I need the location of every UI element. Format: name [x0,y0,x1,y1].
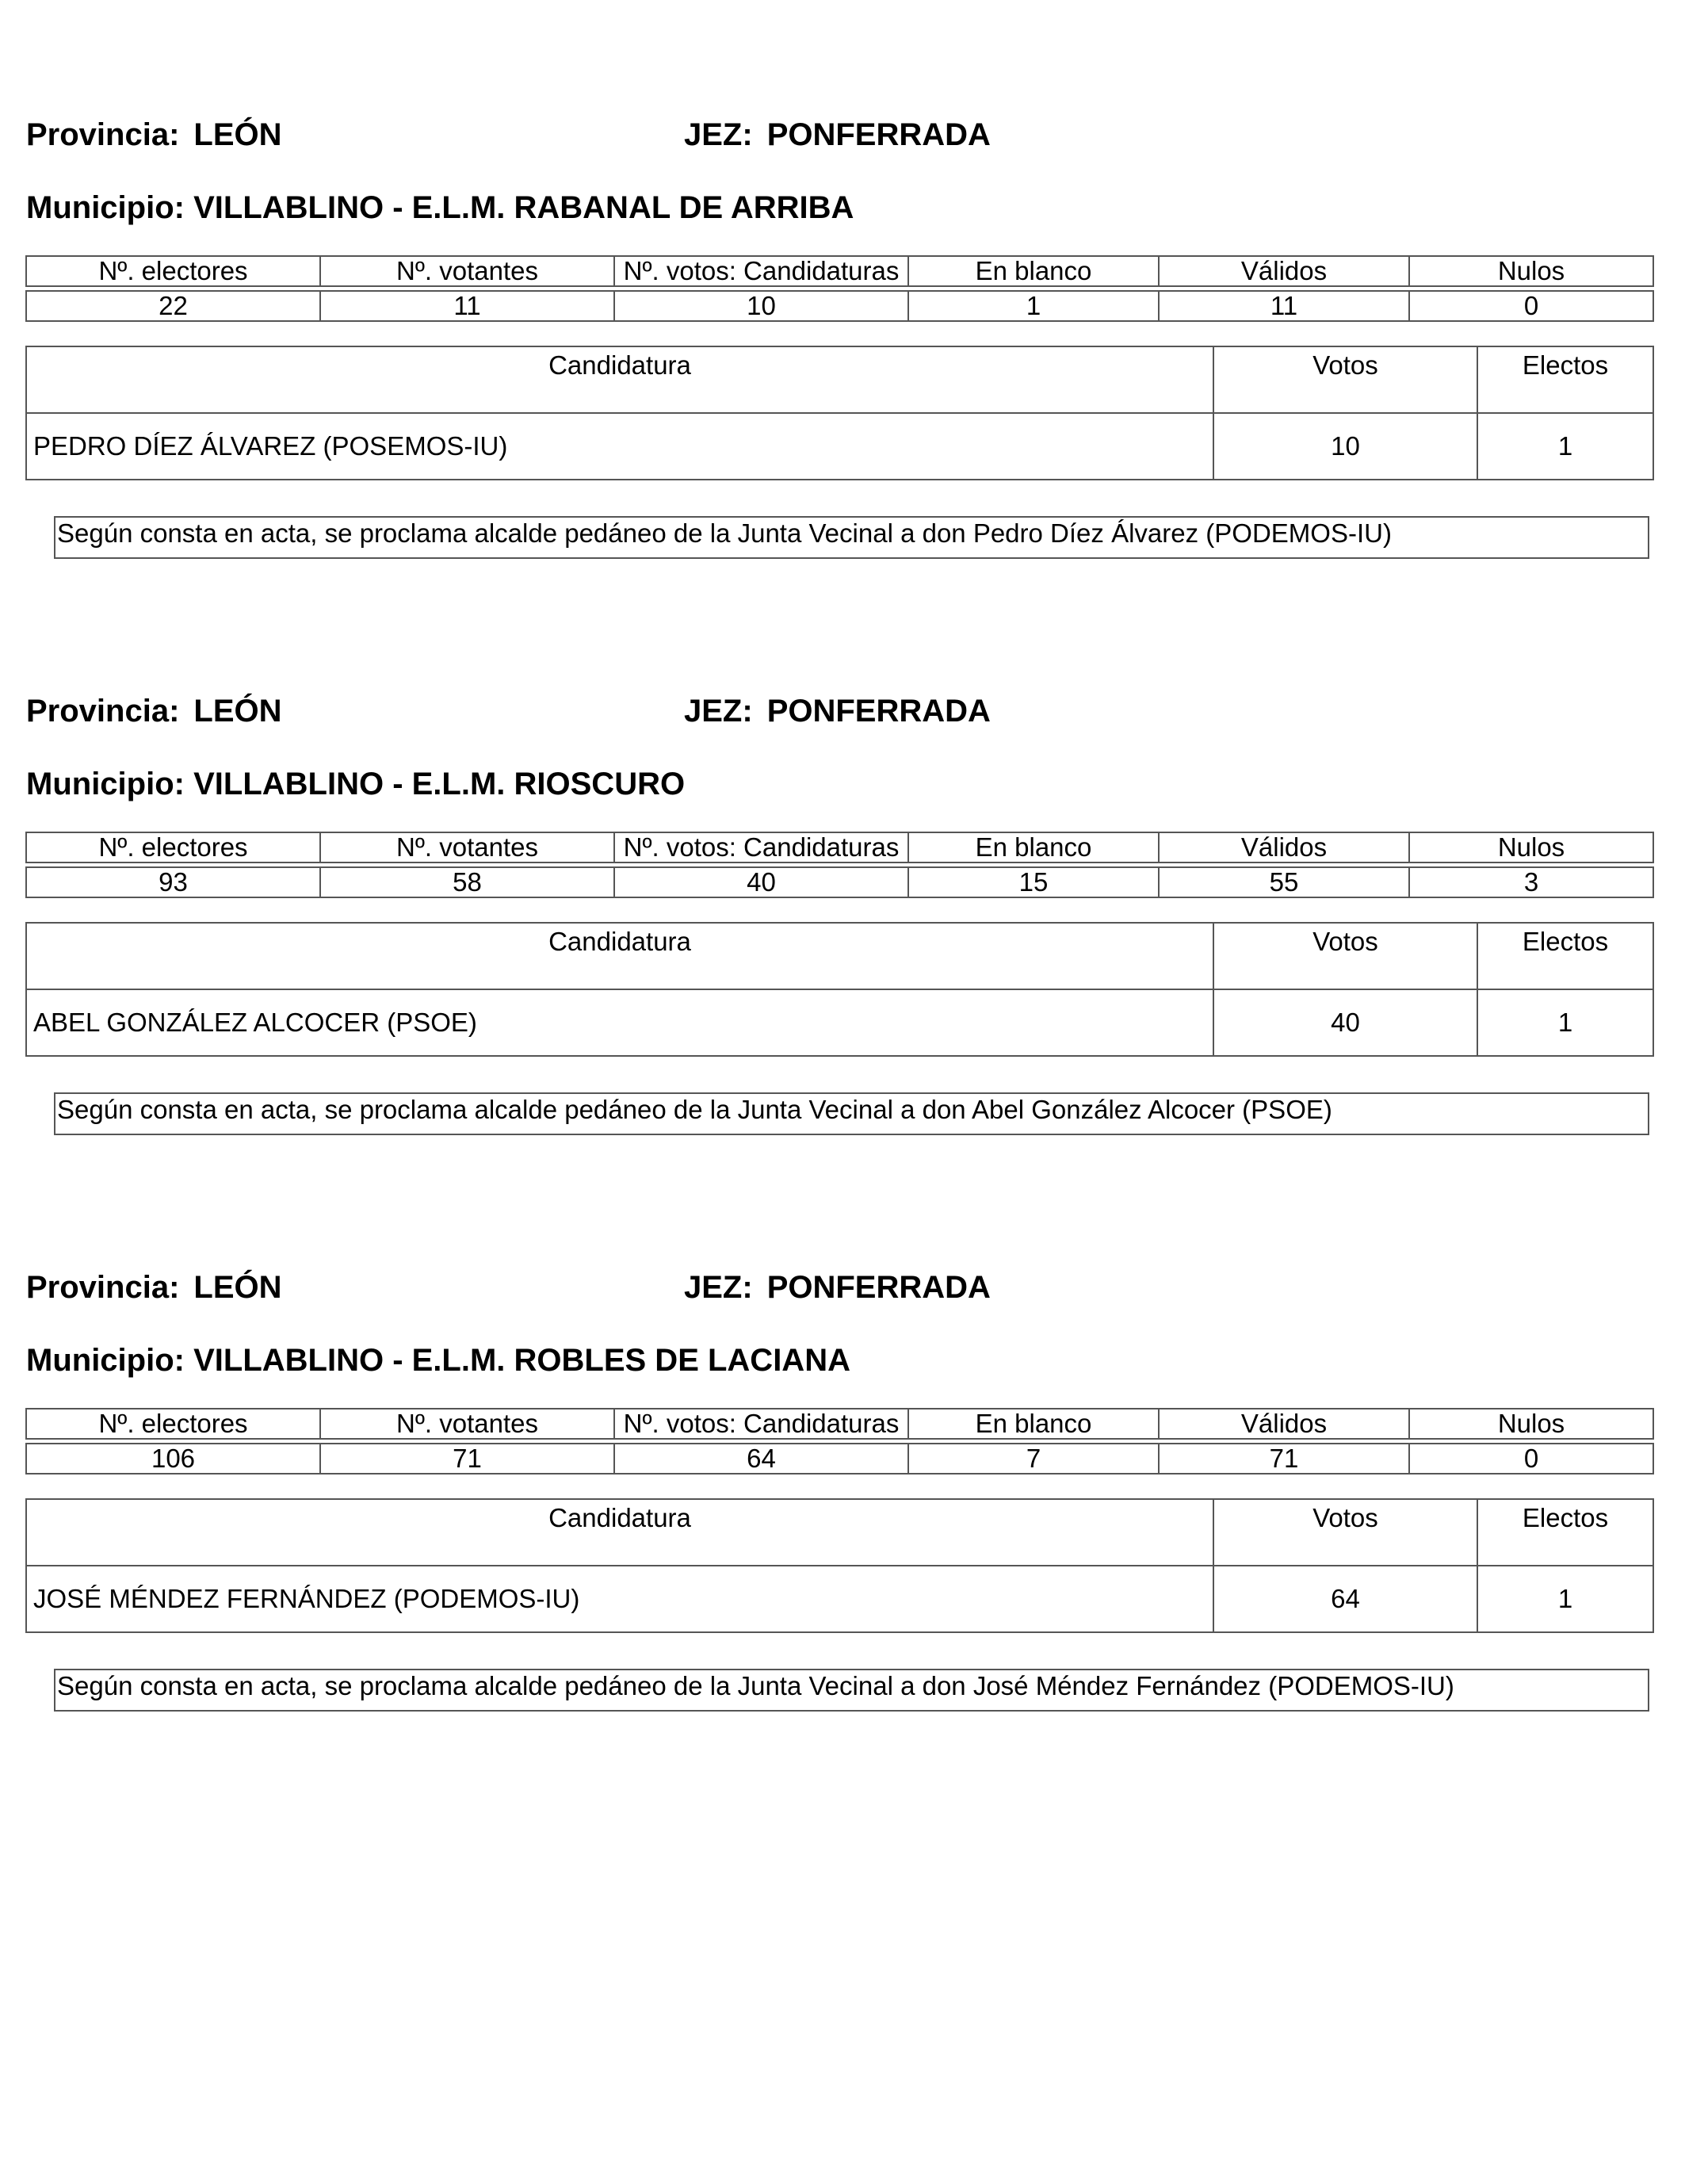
candidates-header-row [26,923,1653,989]
candidates-table [25,922,1654,1057]
stats-header: Nulos [1409,1409,1653,1439]
candidate-name: ABEL GONZÁLEZ ALCOCER (PSOE) [26,989,1213,1056]
stats-value: 106 [26,1444,320,1474]
stats-header: Válidos [1159,256,1409,286]
candidate-votos: 40 [1213,989,1477,1056]
result-section-rioscuro [0,692,1685,1263]
electos-header: Electos [1477,923,1653,989]
stats-table [25,832,1654,898]
municipio-line [26,189,854,227]
stats-header: Nulos [1409,832,1653,863]
provincia-value: LEÓN [193,1270,282,1305]
candidate-votos: 10 [1213,413,1477,480]
candidates-header-row [26,1499,1653,1566]
jez-value: PONFERRADA [766,694,991,729]
jez-line [684,116,991,154]
municipio-value: VILLABLINO - E.L.M. RABANAL DE ARRIBA [193,190,854,225]
votos-header: Votos [1213,923,1477,989]
provincia-line [26,692,282,730]
stats-value: 58 [320,867,614,897]
candidates-table [25,1498,1654,1633]
jez-label: JEZ: [684,117,753,152]
municipio-label: Municipio: [26,190,185,225]
jez-value: PONFERRADA [766,117,991,152]
provincia-label: Provincia: [26,117,180,152]
stats-value: 71 [320,1444,614,1474]
stats-header: Nº. votantes [320,1409,614,1439]
stats-value: 71 [1159,1444,1409,1474]
candidate-electos: 1 [1477,1566,1653,1632]
stats-value: 1 [908,291,1159,321]
candidate-electos: 1 [1477,413,1653,480]
provincia-label: Provincia: [26,1270,180,1305]
stats-value: 11 [320,291,614,321]
proclamation-note: Según consta en acta, se proclama alcalde pedáneo de la Junta Vecinal a don Abel González Alcocer (PSOE) [54,1092,1649,1135]
provincia-line [26,1268,282,1306]
jez-line [684,692,991,730]
municipio-value: VILLABLINO - E.L.M. ROBLES DE LACIANA [193,1343,850,1378]
jez-line [684,1268,991,1306]
candidate-name: PEDRO DÍEZ ÁLVAREZ (POSEMOS-IU) [26,413,1213,480]
provincia-value: LEÓN [193,117,282,152]
stats-value-row [26,1444,1653,1474]
votos-header: Votos [1213,1499,1477,1566]
stats-header: Nº. votos: Candidaturas [614,832,908,863]
provincia-line [26,116,282,154]
stats-value: 64 [614,1444,908,1474]
stats-value: 15 [908,867,1159,897]
stats-header: Válidos [1159,832,1409,863]
stats-header-row [26,832,1653,863]
stats-header: Válidos [1159,1409,1409,1439]
stats-header: Nº. votantes [320,832,614,863]
municipio-line [26,1341,850,1379]
result-section-rabanal [0,116,1685,687]
jez-value: PONFERRADA [766,1270,991,1305]
stats-header: En blanco [908,1409,1159,1439]
candidate-name: JOSÉ MÉNDEZ FERNÁNDEZ (PODEMOS-IU) [26,1566,1213,1632]
stats-header: Nº. votos: Candidaturas [614,1409,908,1439]
stats-header-row [26,256,1653,286]
municipio-value: VILLABLINO - E.L.M. RIOSCURO [193,767,686,801]
candidate-votos: 64 [1213,1566,1477,1632]
proclamation-note: Según consta en acta, se proclama alcalde pedáneo de la Junta Vecinal a don José Méndez Fernández (PODEMOS-IU) [54,1669,1649,1712]
stats-header: Nº. votos: Candidaturas [614,256,908,286]
stats-header: En blanco [908,832,1159,863]
candidates-header-row [26,346,1653,413]
municipio-label: Municipio: [26,767,185,801]
municipio-label: Municipio: [26,1343,185,1378]
stats-header-row [26,1409,1653,1439]
votos-header: Votos [1213,346,1477,413]
stats-header: Nº. electores [26,256,320,286]
candidate-row [26,413,1653,480]
candidates-table [25,346,1654,480]
candidatura-header: Candidatura [26,1499,1213,1566]
proclamation-note: Según consta en acta, se proclama alcalde pedáneo de la Junta Vecinal a don Pedro Díez Álvarez (PODEMOS-IU) [54,516,1649,559]
jez-label: JEZ: [684,1270,753,1305]
jez-label: JEZ: [684,694,753,729]
stats-value: 7 [908,1444,1159,1474]
stats-value: 22 [26,291,320,321]
stats-value: 0 [1409,291,1653,321]
stats-value: 11 [1159,291,1409,321]
candidatura-header: Candidatura [26,346,1213,413]
stats-header: Nº. votantes [320,256,614,286]
stats-header: Nulos [1409,256,1653,286]
electos-header: Electos [1477,346,1653,413]
provincia-label: Provincia: [26,694,180,729]
stats-value: 0 [1409,1444,1653,1474]
candidate-electos: 1 [1477,989,1653,1056]
stats-table [25,1408,1654,1474]
result-section-robles [0,1268,1685,1839]
candidatura-header: Candidatura [26,923,1213,989]
candidate-row [26,989,1653,1056]
municipio-line [26,765,685,803]
stats-header: Nº. electores [26,1409,320,1439]
electos-header: Electos [1477,1499,1653,1566]
stats-header: En blanco [908,256,1159,286]
stats-value: 10 [614,291,908,321]
stats-value: 55 [1159,867,1409,897]
stats-value-row [26,867,1653,897]
stats-value: 40 [614,867,908,897]
stats-header: Nº. electores [26,832,320,863]
stats-table [25,255,1654,322]
stats-value-row [26,291,1653,321]
stats-value: 3 [1409,867,1653,897]
provincia-value: LEÓN [193,694,282,729]
stats-value: 93 [26,867,320,897]
candidate-row [26,1566,1653,1632]
